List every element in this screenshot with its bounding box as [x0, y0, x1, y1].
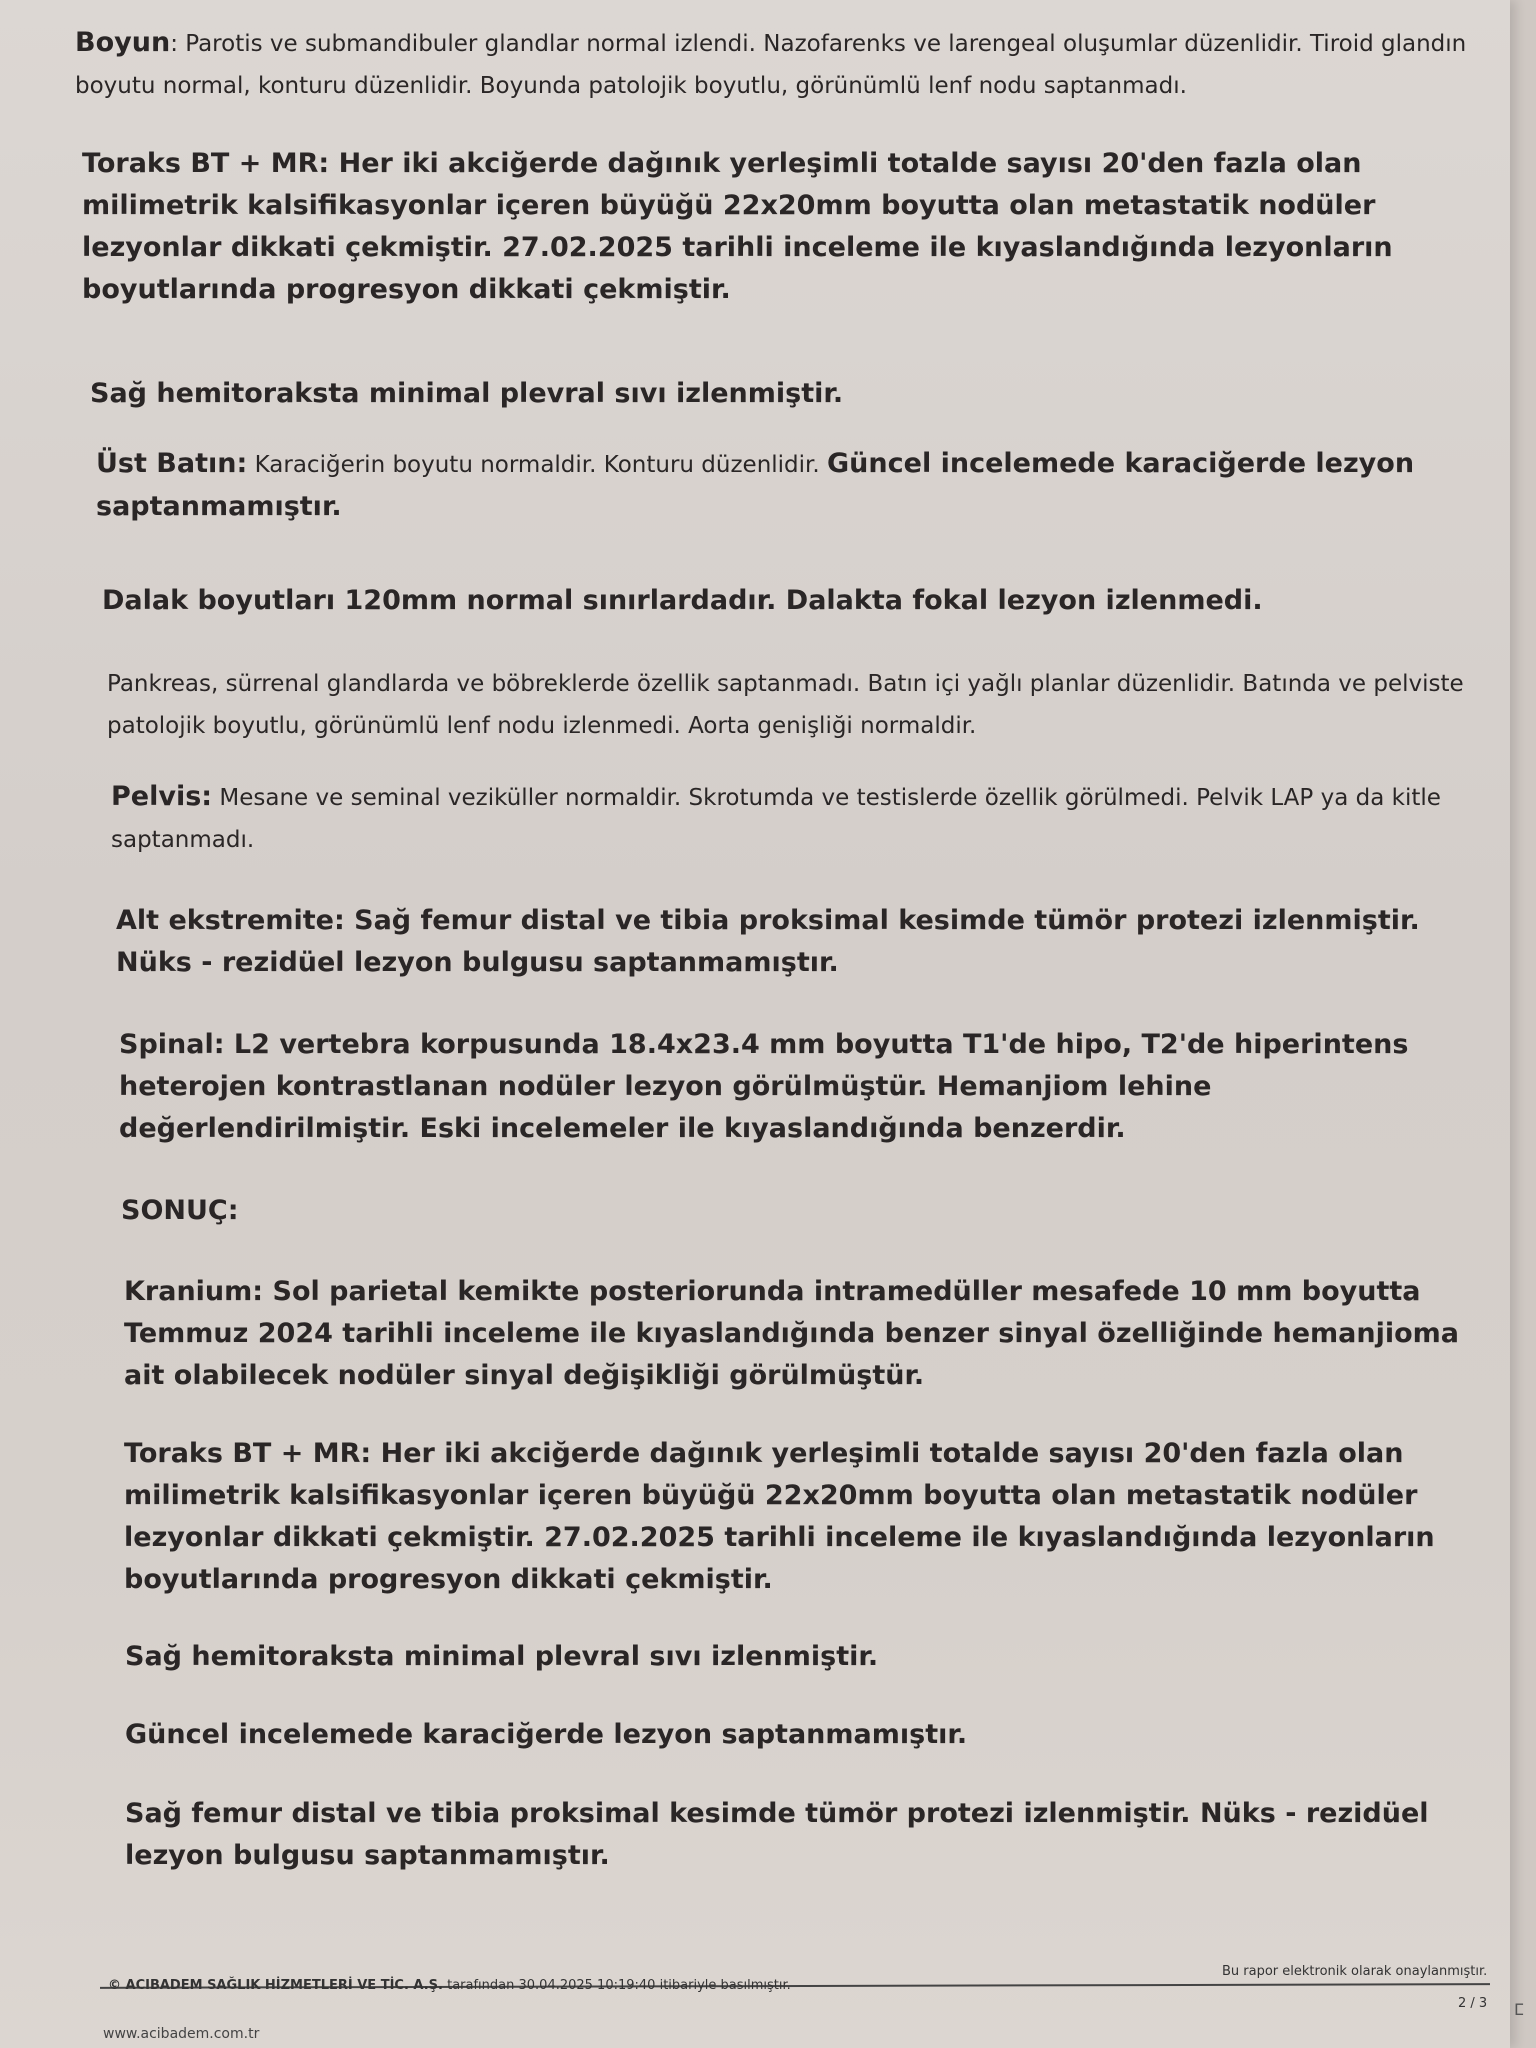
boyun-text: : Parotis ve submandibuler glandlar normal izlendi. Nazofarenks ve larengeal oluşumlar düzenlidir. Tiroid glandın boyutu normal, konturu düzenlidir. Boyunda patolojik boyutlu, görünümlü lenf nodu saptanmadı.: [75, 31, 1467, 99]
femur-paragraph-2: Sağ femur distal ve tibia proksimal kesimde tümör protezi izlenmiştir. Nüks - rezidüel lezyon bulgusu saptanmamıştır.: [125, 1798, 1429, 1871]
footer-print-info: [108, 1978, 791, 1993]
footer-approval: Bu rapor elektronik olarak onaylanmıştır.: [1222, 1964, 1488, 1979]
pelvis-paragraph: [111, 776, 1481, 861]
alt-ekstremite-paragraph: Alt ekstremite: Sağ femur distal ve tibia proksimal kesimde tümör protezi izlenmiştir. Nüks - rezidüel lezyon bulgusu saptanmamıştır.: [116, 905, 1420, 978]
hemitoraks-paragraph-1: Sağ hemitoraksta minimal plevral sıvı izlenmiştir.: [90, 378, 844, 409]
sonuc-heading: SONUÇ:: [121, 1195, 239, 1226]
ust-batin-bold-text: Güncel incelemede karaciğerde lezyon saptanmamıştır.: [96, 448, 1415, 522]
toraks-paragraph-2: Toraks BT + MR: Her iki akciğerde dağınık yerleşimli totalde sayısı 20'den fazla olan milimetrik kalsifikasyonlar içeren büyüğü 22x20mm boyutta olan metastatik nodüler lezyonlar dikkati çekmiştir. 27.02.2025 tarihli inceleme ile kıyaslandığında lezyonların boyutlarında progresyon dikkati çekmiştir.: [124, 1438, 1435, 1595]
dalak-paragraph: Dalak boyutları 120mm normal sınırlardadır. Dalakta fokal lezyon izlenmedi.: [102, 585, 1263, 616]
hemitoraks-paragraph-2: Sağ hemitoraksta minimal plevral sıvı izlenmiştir.: [125, 1641, 879, 1672]
pelvis-label: Pelvis:: [111, 781, 213, 812]
footer-printed: tarafından 30.04.2025 10:19:40 itibariyle basılmıştır.: [442, 1978, 791, 1993]
boyun-paragraph: [75, 22, 1475, 107]
boyun-label: Boyun: [75, 27, 171, 58]
footer-website[interactable]: www.acibadem.com.tr: [103, 2026, 260, 2042]
ust-batin-paragraph: [96, 443, 1496, 529]
pelvis-text: Mesane ve seminal veziküller normaldir. Skrotumda ve testislerde özellik görülmedi. Pelvik LAP ya da kitle saptanmadı.: [111, 785, 1441, 853]
kranium-text: Sol parietal kemikte posteriorunda intramedüller mesafede 10 mm boyutta Temmuz 2024 tarihli inceleme ile kıyaslandığında benzer sinyal özelliğinde hemanjioma ait olabilecek nodüler sinyal değişikliği görülmüştür.: [124, 1276, 1460, 1391]
kranium-label: Kranium:: [124, 1276, 264, 1307]
kranium-paragraph: [124, 1271, 1474, 1397]
page-number: 2 / 3: [1458, 1996, 1488, 2011]
ust-batin-text: Karaciğerin boyutu normaldir. Konturu düzenlidir.: [247, 452, 828, 478]
spinal-paragraph: Spinal: L2 vertebra korpusunda 18.4x23.4 mm boyutta T1'de hipo, T2'de hiperintens heterojen kontrastlanan nodüler lezyon görülmüştür. Hemanjiom lehine değerlendirilmiştir. Eski incelemeler ile kıyaslandığında benzerdir.: [119, 1029, 1409, 1144]
ust-batin-label: Üst Batın:: [96, 448, 248, 479]
toraks-paragraph-1: Toraks BT + MR: Her iki akciğerde dağınık yerleşimli totalde sayısı 20'den fazla olan milimetrik kalsifikasyonlar içeren büyüğü 22x20mm boyutta olan metastatik nodüler lezyonlar dikkati çekmiştir. 27.02.2025 tarihli inceleme ile kıyaslandığında lezyonların boyutlarında progresyon dikkati çekmiştir.: [82, 148, 1393, 305]
footer-company: © ACIBADEM SAĞLIK HİZMETLERİ VE TİC. A.Ş.: [108, 1978, 443, 1993]
karaciger-paragraph-2: Güncel incelemede karaciğerde lezyon saptanmamıştır.: [125, 1719, 968, 1750]
page-edge-mark: ⵎ: [1514, 2000, 1524, 2019]
pankreas-paragraph: Pankreas, sürrenal glandlarda ve böbreklerde özellik saptanmadı. Batın içi yağlı planlar düzenlidir. Batında ve pelviste patolojik boyutlu, görünümlü lenf nodu izlenmedi. Aorta genişliği normaldir.: [107, 671, 1464, 739]
